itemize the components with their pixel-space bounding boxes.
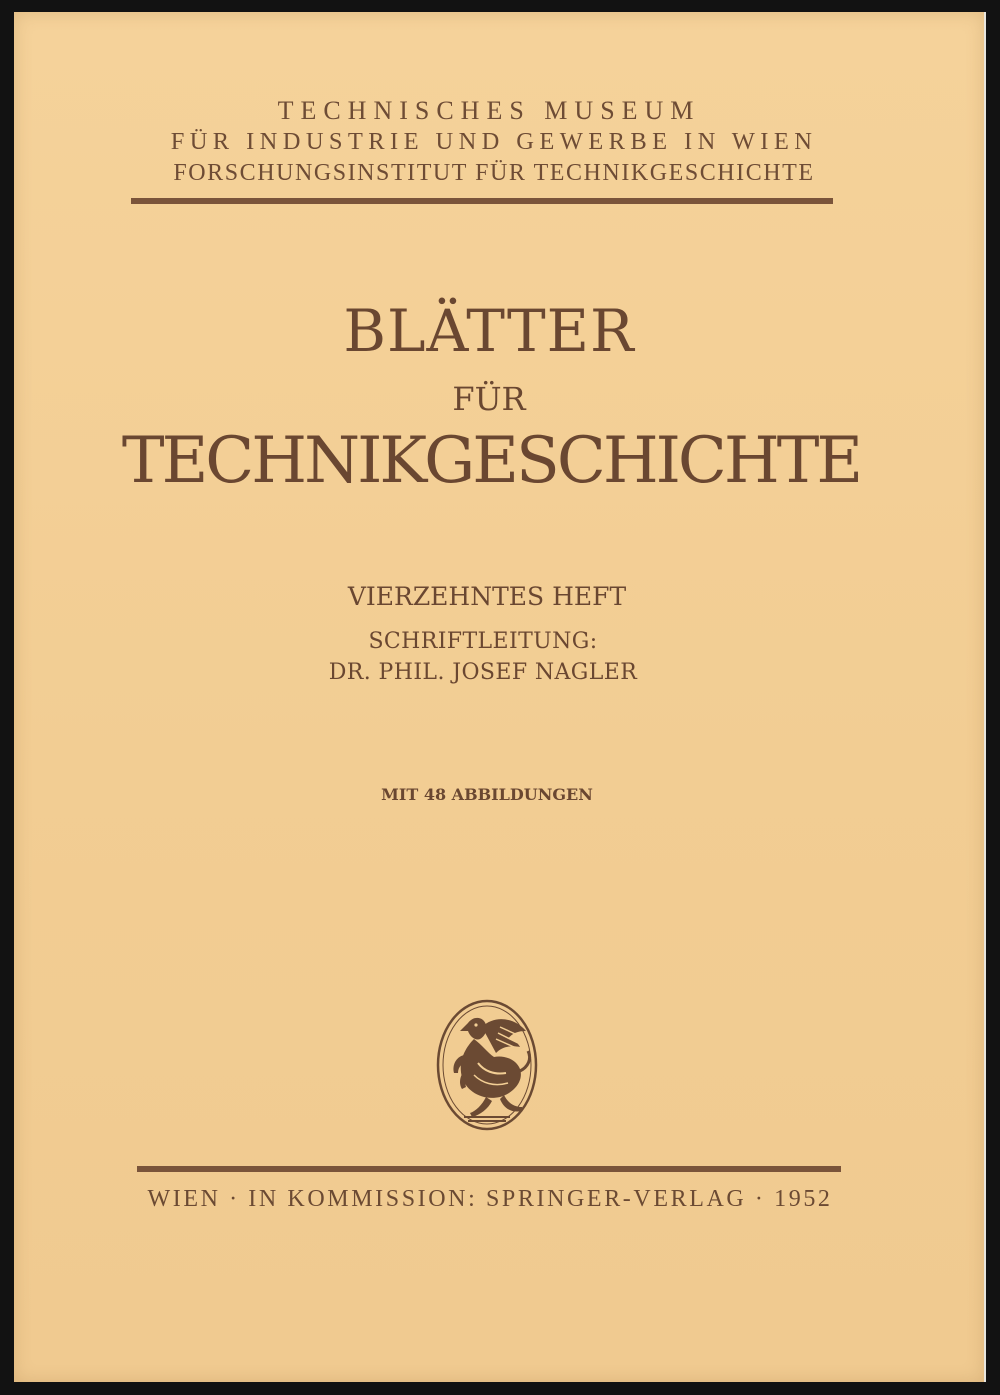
issue-number: VIERZEHNTES HEFT [347, 582, 627, 611]
illustrations-note: MIT 48 ABBILDUNGEN [381, 785, 593, 804]
editor-label: SCHRIFTLEITUNG: [368, 629, 598, 654]
bottom-rule [137, 1166, 841, 1172]
publisher-imprint: WIEN · IN KOMMISSION: SPRINGER-VERLAG · 1952 [147, 1186, 833, 1212]
title-line-1: BLÄTTER [343, 297, 635, 365]
header-industry: FÜR INDUSTRIE UND GEWERBE IN WIEN [170, 128, 818, 155]
title-line-3: TECHNIKGESCHICHTE [121, 424, 861, 498]
header-museum: TECHNISCHES MUSEUM [277, 96, 701, 125]
book-cover [14, 12, 986, 1382]
title-line-2: FÜR [452, 380, 526, 418]
editor-name: DR. PHIL. JOSEF NAGLER [328, 660, 638, 685]
griffin-emblem-icon [434, 997, 540, 1133]
header-institute: FORSCHUNGSINSTITUT FÜR TECHNIKGESCHICHTE [173, 160, 815, 186]
top-rule [131, 198, 833, 204]
